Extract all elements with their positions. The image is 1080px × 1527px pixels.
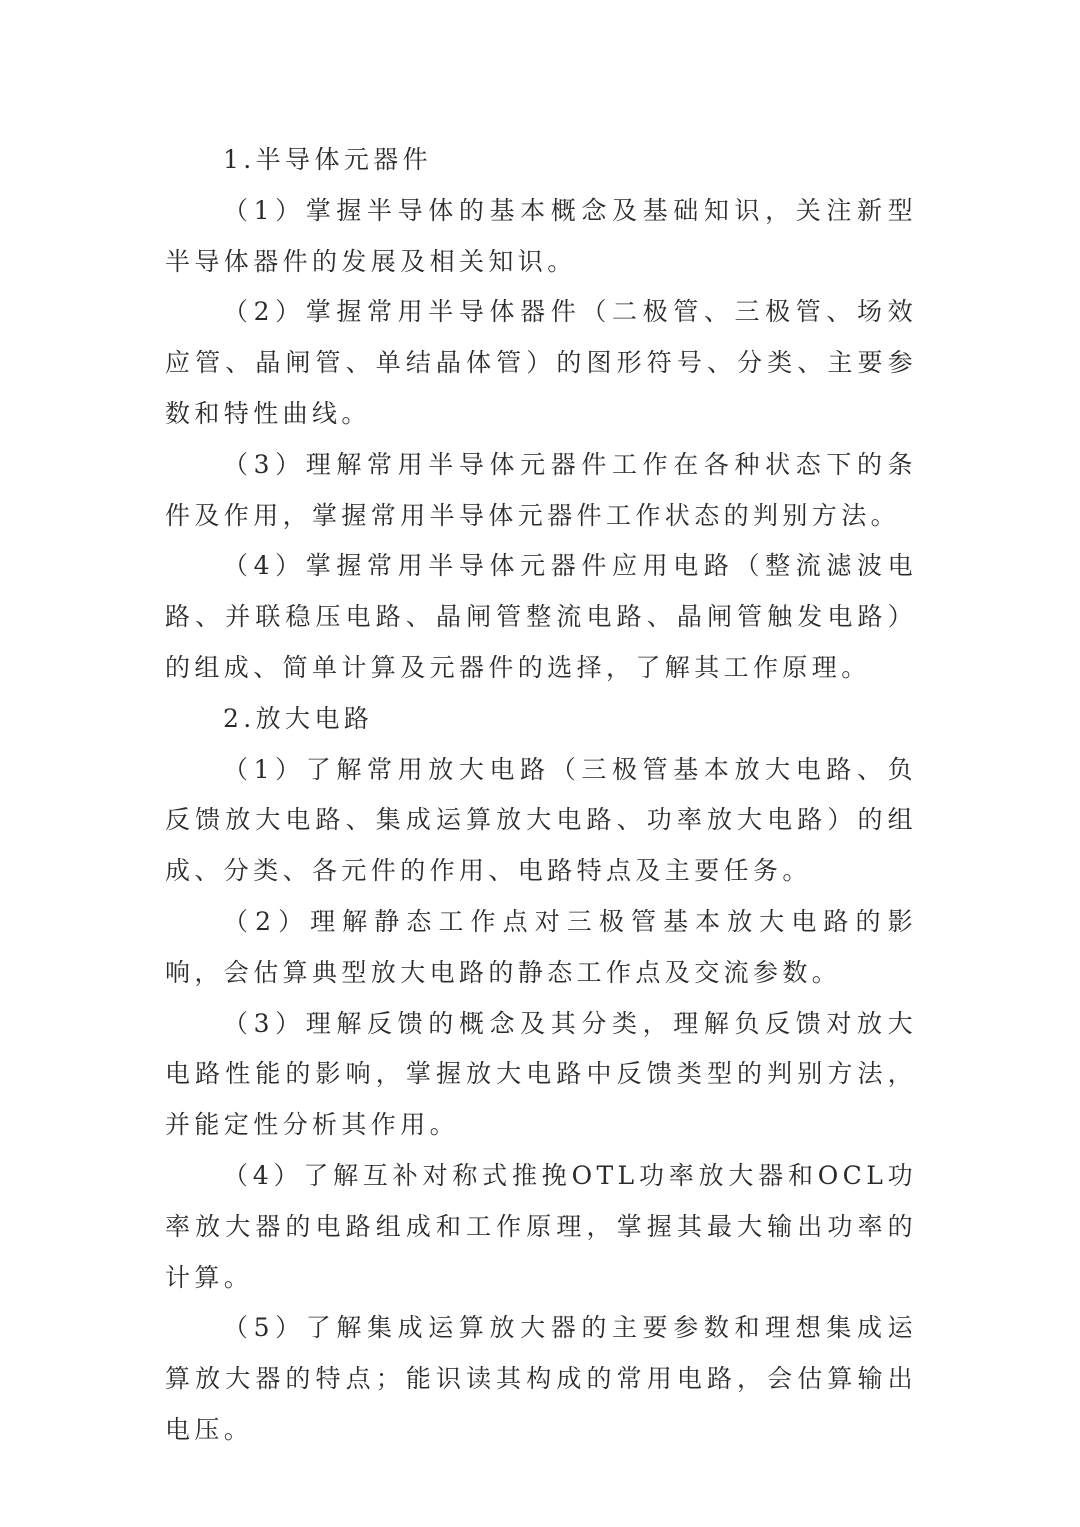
paragraph: （3）理解常用半导体元器件工作在各种状态下的条件及作用，掌握常用半导体元器件工作状态的判别方法。 <box>165 449 917 530</box>
paragraph: （4）了解互补对称式推挽OTL功率放大器和OCL功率放大器的电路组成和工作原理，掌握其最大输出功率的计算。 <box>165 1160 917 1292</box>
section-heading-amplifier: 2.放大电路 <box>223 703 374 733</box>
body-text <box>165 135 917 1456</box>
paragraph: （5）了解集成运算放大器的主要参数和理想集成运算放大器的特点；能识读其构成的常用电路，会估算输出电压。 <box>165 1313 917 1444</box>
paragraph: （1）了解常用放大电路（三极管基本放大电路、负反馈放大电路、集成运算放大电路、功率放大电路）的组成、分类、各元件的作用、电路特点及主要任务。 <box>165 754 917 886</box>
paragraph: （1）掌握半导体的基本概念及基础知识，关注新型半导体器件的发展及相关知识。 <box>165 195 917 276</box>
paragraph: （3）理解反馈的概念及其分类，理解负反馈对放大电路性能的影响，掌握放大电路中反馈类型的判别方法，并能定性分析其作用。 <box>165 1008 917 1140</box>
section-heading-semiconductor: 1.半导体元器件 <box>223 145 433 174</box>
paragraph: （2）理解静态工作点对三极管基本放大电路的影响，会估算典型放大电路的静态工作点及交流参数。 <box>165 906 917 987</box>
paragraph: （4）掌握常用半导体元器件应用电路（整流滤波电路、并联稳压电路、晶闸管整流电路、晶闸管触发电路）的组成、简单计算及元器件的选择，了解其工作原理。 <box>165 551 917 682</box>
paragraph: （2）掌握常用半导体器件（二极管、三极管、场效应管、晶闸管、单结晶体管）的图形符号、分类、主要参数和特性曲线。 <box>165 297 917 428</box>
